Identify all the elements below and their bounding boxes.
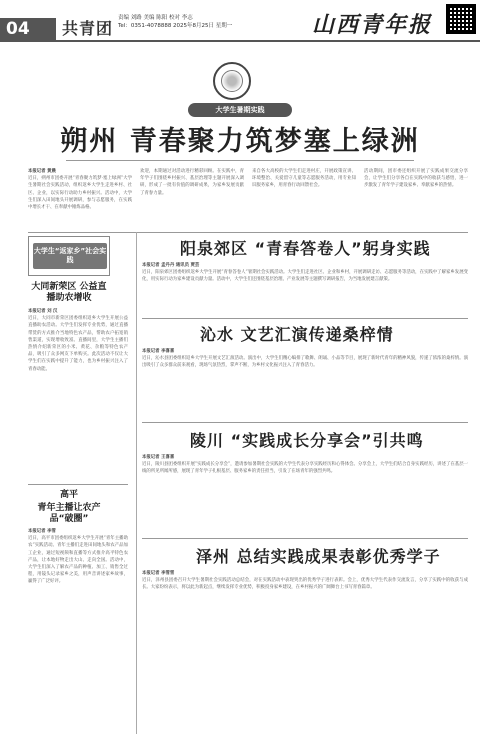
section-place: 沁水 <box>200 325 235 344</box>
story-headline: 青年主播让农产品“破圈” <box>37 503 101 524</box>
page-number: 04 <box>0 18 56 40</box>
main-headline: 朔州 青春聚力筑梦塞上绿洲 <box>60 125 420 157</box>
main-article-col-3 <box>252 168 356 230</box>
byline: 本报记者 刘 汉 <box>28 309 58 314</box>
divider <box>28 232 468 233</box>
contact-line: Tel：0351-4078888 2025年8月25日 星期一 <box>118 23 233 29</box>
article-text: 近日，沁水县团委组织返乡大学生开展文艺汇演活动。演出中，大学生们精心编排了歌舞、朗诵、小品等节目，展现了新时代青年的精神风貌，传递了浓浓的桑梓情。演出吸引了众多群众前来观看，现场气氛热烈，掌声不断，为乡村文化振兴注入了青春活力。 <box>142 356 468 369</box>
article-text: 欢迎，本期通过对活动进行精彩回顾。在实践中，青年学子们围绕乡村振兴、基层治理等主题开展深入调研，形成了一批有价值的调研成果，为家乡发展贡献了青春力量。 <box>140 169 244 196</box>
article-text: 近日，高平市团委组织返乡大学生开展“青年主播助农”实践活动。青年主播们走进田间地头和农产品加工企业，通过短视频和直播等方式推介高平特色农产品，让本地好物走出大山、走向全国。活动中，大学生们深入了解农产品的种植、加工、销售全过程，用镜头记录家乡之美，用声音讲述家乡故事，赢得了广泛好评。 <box>28 536 128 585</box>
headline-rule <box>66 160 414 161</box>
divider <box>28 484 128 485</box>
article-text: 活动期间，团市委还组织开展了实践成果交流分享会，让学生们分享各自在实践中的收获与感悟，进一步激发了青年学子建设家乡、奉献家乡的热情。 <box>364 169 468 189</box>
main-article-col-4 <box>364 168 468 230</box>
section-title: “实践成长分享会”引共鸣 <box>230 431 424 450</box>
editor-info <box>118 14 288 30</box>
section-title: 共青团 <box>62 19 114 38</box>
divider <box>142 538 468 539</box>
divider <box>142 422 468 423</box>
gaoping-story <box>28 528 128 732</box>
section-headline-zezhou <box>196 544 441 567</box>
article-text: 近日，阳泉郊区团委组织返乡大学生开展“青春答卷人”暑期社会实践活动。大学生们走进社区、企业和乡村，开展调研走访、志愿服务等活动，在实践中了解家乡发展变化，用实际行动为家乡建设贡献力量。活动中，大学生们还围绕基层治理、产业发展等主题撰写调研报告，为当地发展建言献策。 <box>142 270 468 283</box>
column-divider <box>136 232 137 734</box>
article-text: 近日，朔州市团委开展“青春聚力筑梦·塞上绿洲”大学生暑期社会实践活动，组织返乡大学生走进乡村、社区、企业，以实际行动助力乡村振兴。活动中，大学生们深入田间地头开展调研，参与志愿服务，在实践中增长才干、在奉献中锤炼品格。 <box>28 176 132 211</box>
feature-banner: 大学生暑期实践 <box>188 103 292 117</box>
section-title: 文艺汇演传递桑梓情 <box>240 325 394 344</box>
story-headline: 大同新荣区 公益直播助农增收 <box>31 282 107 303</box>
section-place: 泽州 <box>196 547 231 566</box>
sidebar-tag: 大学生“返家乡”社会实践 <box>33 243 107 269</box>
section-title: 总结实践成果表彰优秀学子 <box>236 547 441 566</box>
section-place: 阳泉郊区 <box>180 239 249 258</box>
main-article-col-2 <box>140 168 244 230</box>
lingchuan-story <box>142 454 468 534</box>
article-text: 近日，大同市新荣区团委组织返乡大学生开展公益直播助农活动。大学生们发挥专业优势，通过直播带货的方式推介当地特色农产品，帮助农户拓宽销售渠道，实现增收致富。直播间里，大学生主播们热情介绍新荣区的小米、黄花、杂粮等特色农产品，吸引了众多网友下单购买。此次活动不仅让大学生们在实践中提升了能力，也为乡村振兴注入了青春动能。 <box>28 316 128 372</box>
byline: 本报记者 李雪 <box>28 529 56 534</box>
emblem-icon <box>213 62 251 100</box>
byline: 本报记者 王喜喜 <box>142 455 175 460</box>
zezhou-story <box>142 570 468 734</box>
section-headline-lingchuan <box>190 428 424 451</box>
qinshui-story <box>142 348 468 414</box>
byline: 本报记者 黄晨 <box>28 169 56 174</box>
paper-name: 山西青年报 <box>312 12 433 38</box>
article-text: 来自各大高校的大学生们走进村庄，开展政策宣讲、环境整治、关爱留守儿童等志愿服务活动，用专业知识服务家乡，用青春行动回馈社会。 <box>252 169 356 189</box>
section-headline-yangquan <box>180 236 431 259</box>
byline: 本报记者 李喜喜 <box>142 349 175 354</box>
divider <box>142 318 468 319</box>
sidebar-tag-box <box>28 236 110 276</box>
header-rule <box>0 40 480 42</box>
section-title: “青春答卷人”躬身实践 <box>254 239 431 258</box>
qr-code-icon <box>446 4 476 34</box>
yangquan-story <box>142 262 468 314</box>
section-place: 陵川 <box>190 431 225 450</box>
section-headline-qinshui <box>200 322 394 345</box>
editor-line: 责编 刘路 美编 陈阳 校对 李志 <box>118 15 193 21</box>
masthead <box>0 0 480 40</box>
article-text: 近日，陵川县团委组织开展“实践成长分享会”，邀请参加暑期社会实践的大学生代表分享实践经历和心得体会。分享会上，大学生们结合自身实践经历，讲述了在基层一线的所见所闻所感，展现了青年学子扎根基层、服务家乡的责任担当，引发了在场青年的强烈共鸣。 <box>142 462 468 475</box>
byline: 本报记者 孟丹丹 通讯员 贾芸 <box>142 263 200 268</box>
gaoping-place: 高平 <box>59 490 78 500</box>
article-text: 近日，泽州县团委召开大学生暑期社会实践活动总结会，对在实践活动中表现突出的优秀学子进行表彰。会上，优秀大学生代表作交流发言，分享了实践中的收获与成长。大家纷纷表示，将以此为新起点，继续发挥专业优势，积极投身家乡建设，在乡村振兴的广阔舞台上书写青春篇章。 <box>142 578 468 591</box>
byline: 本报记者 李雪雪 <box>142 571 175 576</box>
datong-story <box>28 308 128 478</box>
main-article-col-1 <box>28 168 132 230</box>
